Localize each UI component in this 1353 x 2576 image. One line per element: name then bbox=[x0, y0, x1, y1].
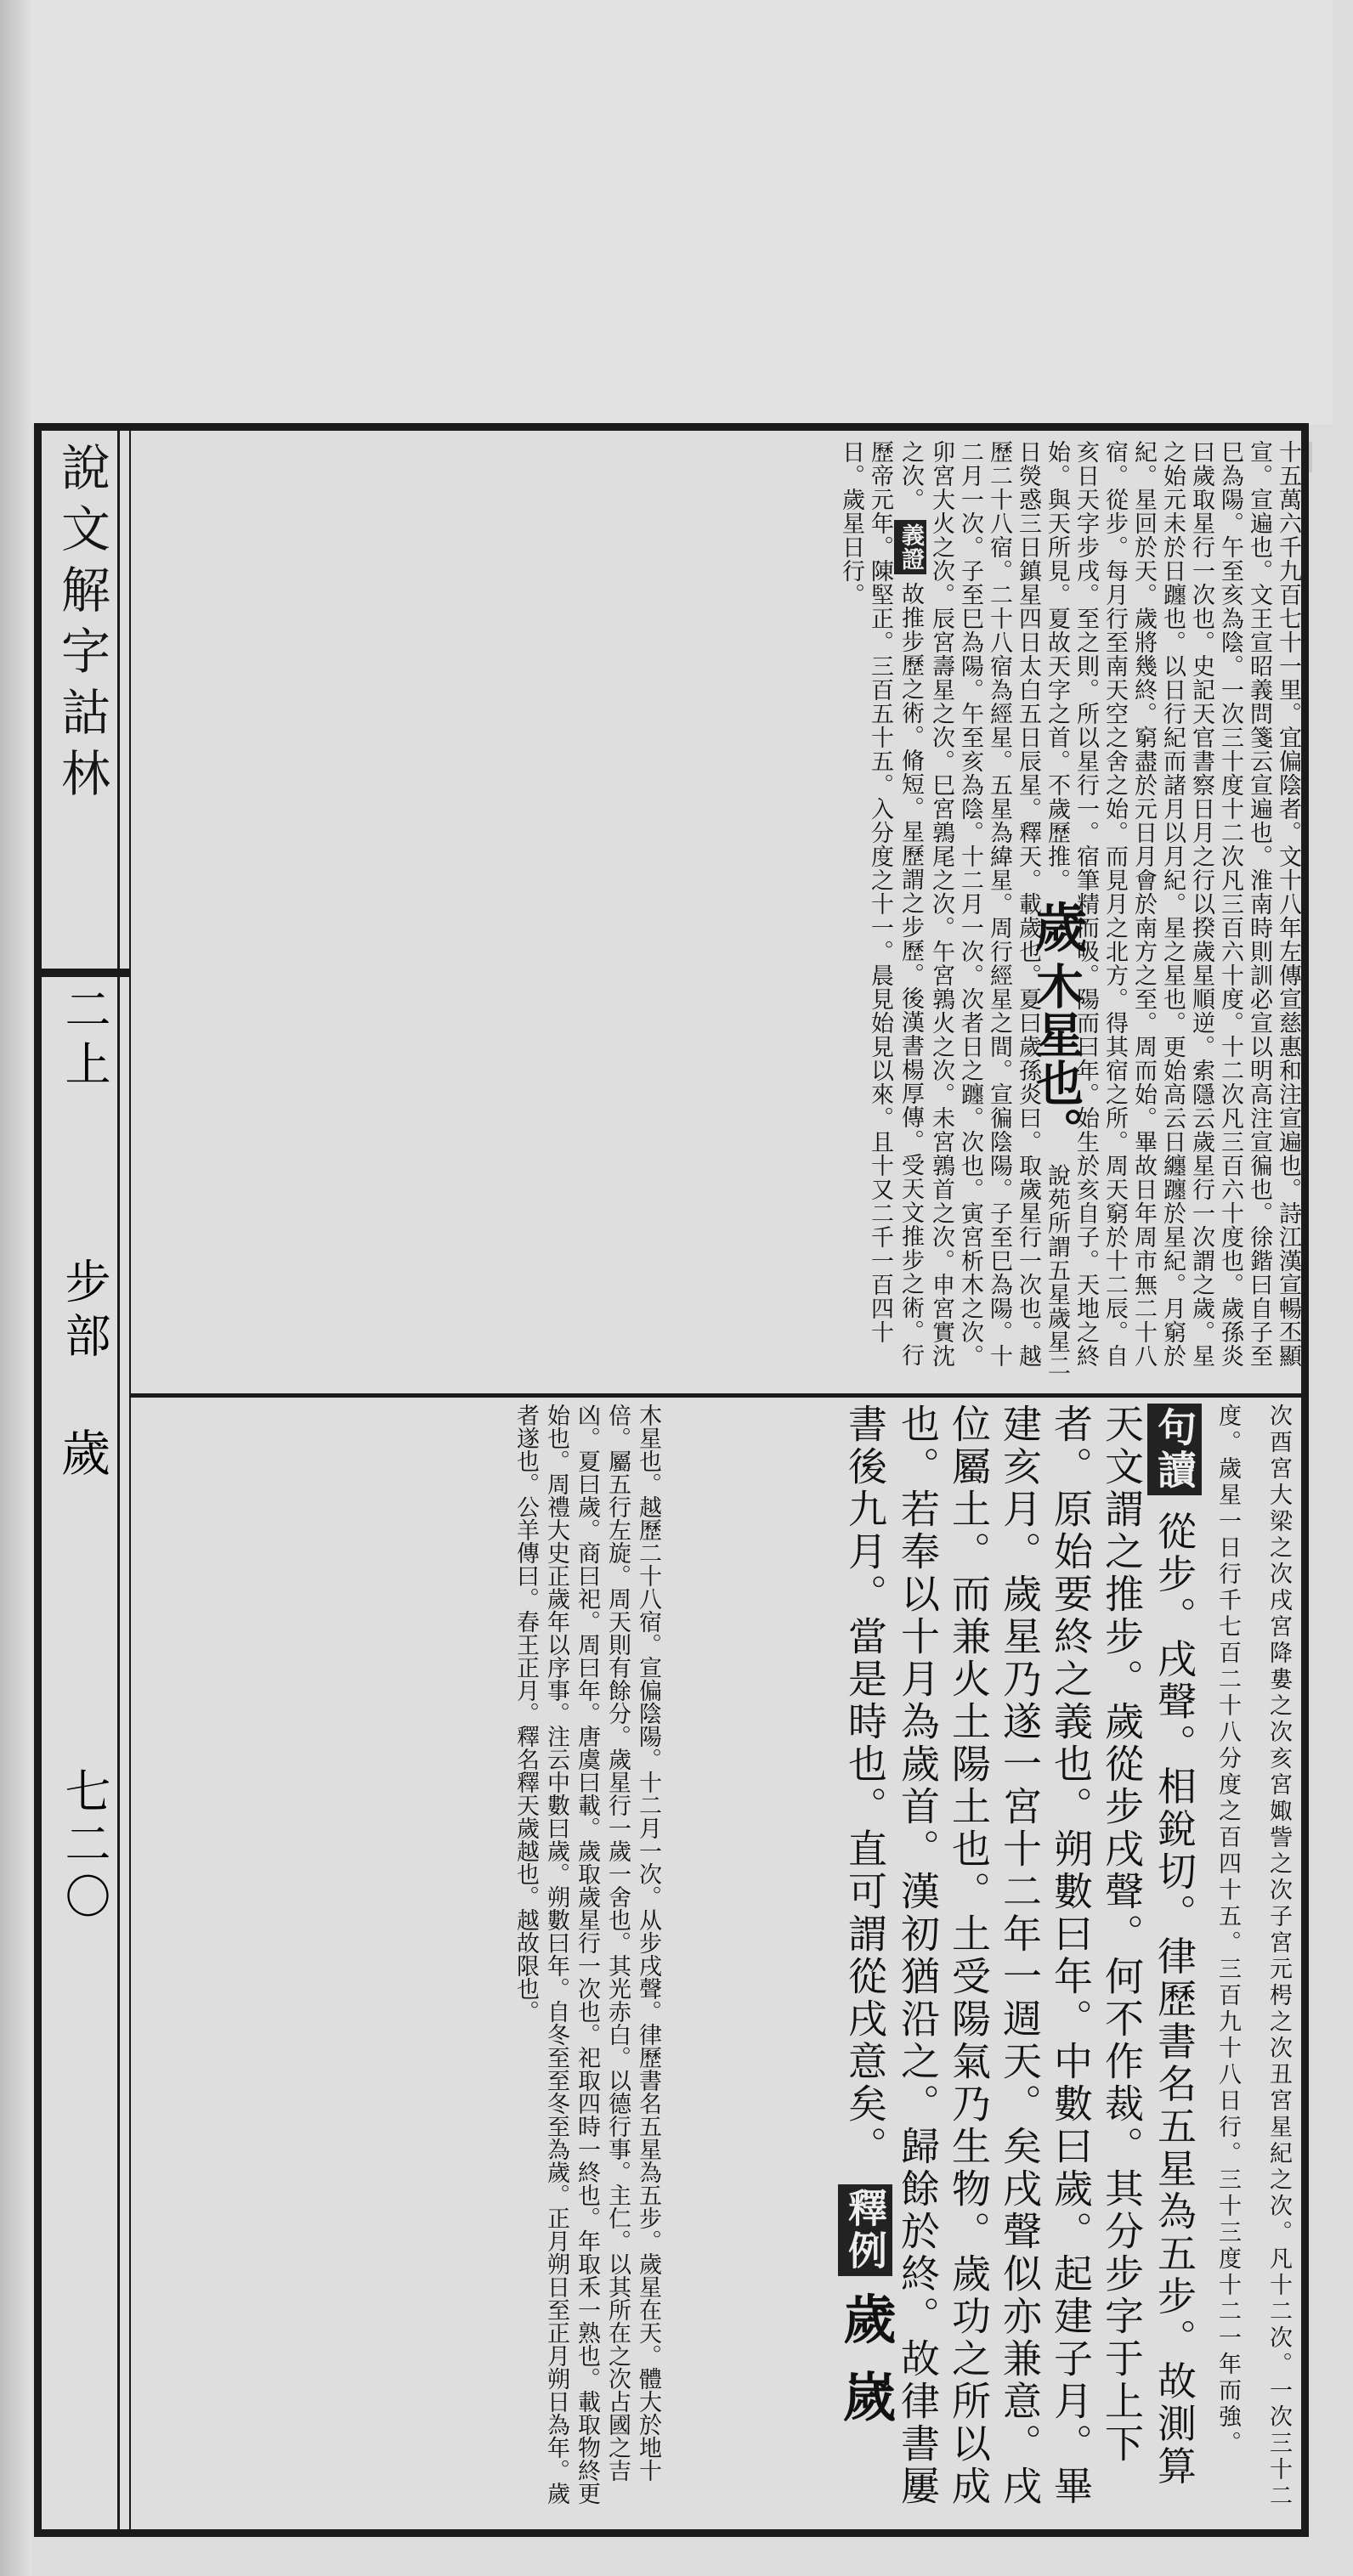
yizheng-text: 故推步歷之術。脩短。星歷謂之步歷。後漢書楊厚傳。受天文推步之術。行歷帝元年。陳堅正。三百五十五。入分度之十一。晨見始見以來。且十又二千一百四十日。歲星日行。 bbox=[838, 440, 924, 1368]
yizheng-label: 義證 bbox=[894, 520, 926, 574]
section-label: 二上 bbox=[58, 986, 111, 1094]
margin-rule-inner bbox=[129, 423, 131, 2537]
judu-label: 句讀 bbox=[1147, 1404, 1202, 1495]
book-title: 說文解字詁林 bbox=[53, 442, 110, 809]
margin-rule bbox=[117, 423, 120, 2537]
lower-main-text-block bbox=[671, 1404, 1304, 2525]
entry-variant-forms: 歲 嵗 bbox=[835, 2291, 897, 2426]
entry-head-char: 歲 bbox=[53, 1427, 110, 1477]
page-number: 七二〇 bbox=[58, 1767, 111, 1925]
shili-label: 釋例 bbox=[838, 2184, 892, 2276]
entry-definition: 木星也。 bbox=[1028, 962, 1084, 1156]
continuation-text: 十五萬六千九百七十一里。宜偏陰者。文十八年左傳宣慈惠和注宣遍也。詩江漢宣暢丕顯宣。宣遍也。文王宣昭義問箋云宣遍也。淮南時則訓必宣以明高注宣徧也。徐鍇曰自子至巳為陽。午至亥為陰。一次三十度十二次凡三百六十度。十二次凡三百六十度也。歲孫炎曰歲取星行一次也。史記天官書察日月之行以揆歲星順逆。索隱云歲星行一次謂之歲。星之始元未於日躔也。以日行紀而諸月以月紀。星之星也。更始高云日纏躔於星紀。月窮於紀。星回於天。歲將幾終。窮盡於元日月會於南方之至。周而始。畢故日年周市無二十八宿。從步。每月行至南天空之舍之始。而見月之北方。得其宿之所。周天窮於十二辰。自亥日天字步戌。至之則。所以星行一。宿筆精而吸。陽而曰年。始生於亥自子。天地之終始。與天所見。夏故天字之首。不歲歷推。 bbox=[1044, 440, 1301, 1368]
entry-body-text: 說苑所謂五星歲星二日熒惑三日鎮星四日太白五日辰星。釋天。載歲也。夏曰歲孫炎曰。取歲星行一次也。越歷二十八宿。二十八宿為經星。五星為緯星。周行經星之間。宣徧陰陽。子至巳為陽。十二月一次。子至巳為陽。午至亥為陰。十二月一次。次者日之躔。次也。寅宮析木之次。卯宮大火之次。辰宮壽星之次。巳宮鶉尾之次。午宮鶉火之次。未宮鶉首之次。申宮實沈之次。 bbox=[897, 440, 1070, 1378]
lower-continuation: 次酉宮大梁之次戌宮降婁之次亥宮娵訾之次子宮元枵之次丑宮星紀之次。凡十二次。一次三十二度。歲星一日行千七百二十八分度之百四十五。三百九十八日行。三十三度十二一年而強。 bbox=[1214, 1404, 1292, 2510]
entry-character: 歲 bbox=[1026, 900, 1088, 954]
upper-commentary-block bbox=[144, 440, 1302, 1387]
lower-left-commentary bbox=[144, 1404, 663, 2525]
header-divider bbox=[35, 969, 130, 977]
book-spine-shadow bbox=[0, 0, 32, 2576]
upper-blank-margin bbox=[32, 0, 1333, 425]
middle-horizontal-rule bbox=[131, 1393, 1302, 1398]
radical-label: 步部 bbox=[58, 1257, 111, 1366]
judu-text: 從步。戌聲。相銳切。律歷書名五星為五步。故測算天文謂之推步。歲從步戌聲。何不作裁。其分步字于上下者。原始要終之義也。朔數曰年。中數曰歲。起建子月。畢建亥月。歲星乃遂一宮十二年一週天。矣戌聲似亦兼意。戌位屬土。而兼火土陽土也。土受陽氣乃生物。歲功之所以成也。若奉以十月為歲首。漢初猶沿之。歸餘於終。故律書屢書後九月。當是時也。直可謂從戌意矣。 bbox=[842, 1404, 1197, 2508]
lower-left-text: 木星也。越歷二十八宿。宣偏陰陽。十二月一次。从步戌聲。律歷書名五星為五步。歲星在天。體大於地十倍。屬五行左旋。周天則有餘分。歲星行一歲一舍也。其光赤白。以德行事。主仁。以其所在之次占國之吉凶。夏曰歲。商曰祀。周曰年。唐虞曰載。歲取歲星行一次也。祀取四時一終也。年取禾一熟也。載取物終更始也。周禮大史正歲年以序事。注云中數曰歲。朔數曰年。自冬至至冬至為歲。正月朔日至正月朔日為年。歲者遂也。公羊傳曰。春王正月。釋名釋天歲越也。越故限也。 bbox=[512, 1404, 661, 2505]
